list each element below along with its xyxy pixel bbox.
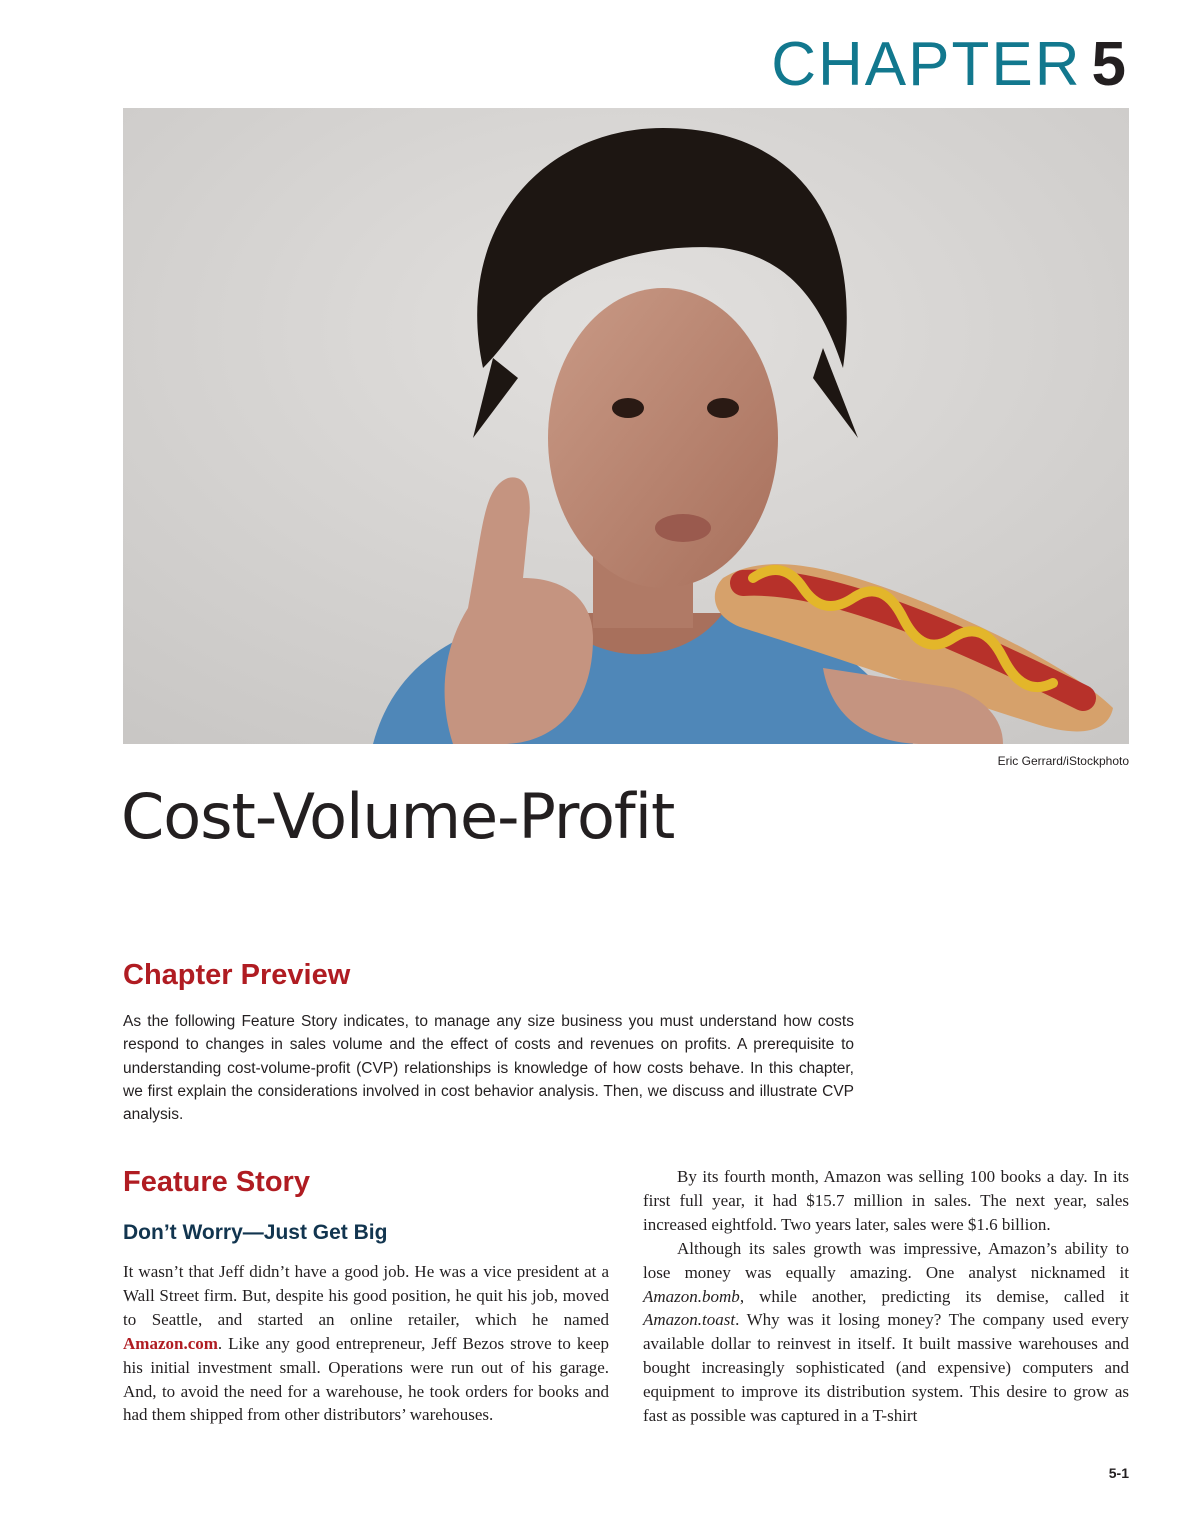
feature-story-heading: Feature Story xyxy=(123,1166,310,1198)
paragraph-text: Although its sales growth was impressive, Amazon’s ability to lose money was equally amazing. One analyst nicknamed it xyxy=(643,1238,1129,1282)
chapter-word: CHAPTER xyxy=(771,30,1082,99)
feature-story-subheading: Don’t Worry—Just Get Big xyxy=(123,1221,388,1244)
paragraph-text: It wasn’t that Jeff didn’t have a good job. He was a vice president at a Wall Street firm. But, despite his good position, he quit his job, moved to Seattle, and started an online retailer, which he named xyxy=(123,1262,609,1329)
paragraph-text: . Why was it losing money? The company used every available dollar to reinvest in itself. It built massive warehouses and bought increasingly sophisticated (and expensive) computers and equipment to improve its distribution system. This desire to grow as fast as possible was captured in a T-shirt xyxy=(643,1310,1129,1426)
paragraph-text: . Like any good entrepreneur, Jeff Bezos strove to keep his initial investment small. Operations were run out of his garage. And, to avoid the need for a warehouse, he took orders for books and had them shipped from other distributors’ warehouses. xyxy=(123,1333,609,1425)
chapter-number: 5 xyxy=(1091,30,1128,99)
chapter-opener-photo xyxy=(123,108,1129,744)
chapter-preview-heading: Chapter Preview xyxy=(123,959,351,991)
feature-paragraph xyxy=(643,1237,1129,1428)
photo-credit: Eric Gerrard/iStockphoto xyxy=(997,754,1129,768)
chapter-title: Cost-Volume-Profit xyxy=(121,780,675,853)
chapter-label xyxy=(771,30,1128,99)
feature-paragraph: By its fourth month, Amazon was selling 100 books a day. In its first full year, it had $15.7 million in sales. The next year, sales increased eightfold. Two years later, sales were $1.6 billion. xyxy=(643,1167,1129,1234)
feature-story-right-column xyxy=(643,1165,1129,1428)
italic-nickname: Amazon.toast xyxy=(643,1310,736,1330)
amazon-link[interactable]: Amazon.com xyxy=(123,1333,218,1353)
feature-story-left-column xyxy=(123,1260,609,1427)
paragraph-text: , while another, predicting its demise, called it xyxy=(739,1286,1129,1306)
page-number: 5-1 xyxy=(1108,1465,1129,1481)
feature-paragraph xyxy=(123,1260,609,1427)
chapter-preview-text: As the following Feature Story indicates, to manage any size business you must understand how costs respond to changes in sales volume and the effect of costs and revenues on profits. A prerequisite to understanding cost-volume-profit (CVP) relationships is knowledge of how costs behave. In this chapter, we first explain the considerations involved in cost behavior analysis. Then, we discuss and illustrate CVP analysis. xyxy=(123,1013,854,1124)
photo-illustration xyxy=(123,108,1129,744)
italic-nickname: Amazon.bomb xyxy=(643,1286,740,1306)
